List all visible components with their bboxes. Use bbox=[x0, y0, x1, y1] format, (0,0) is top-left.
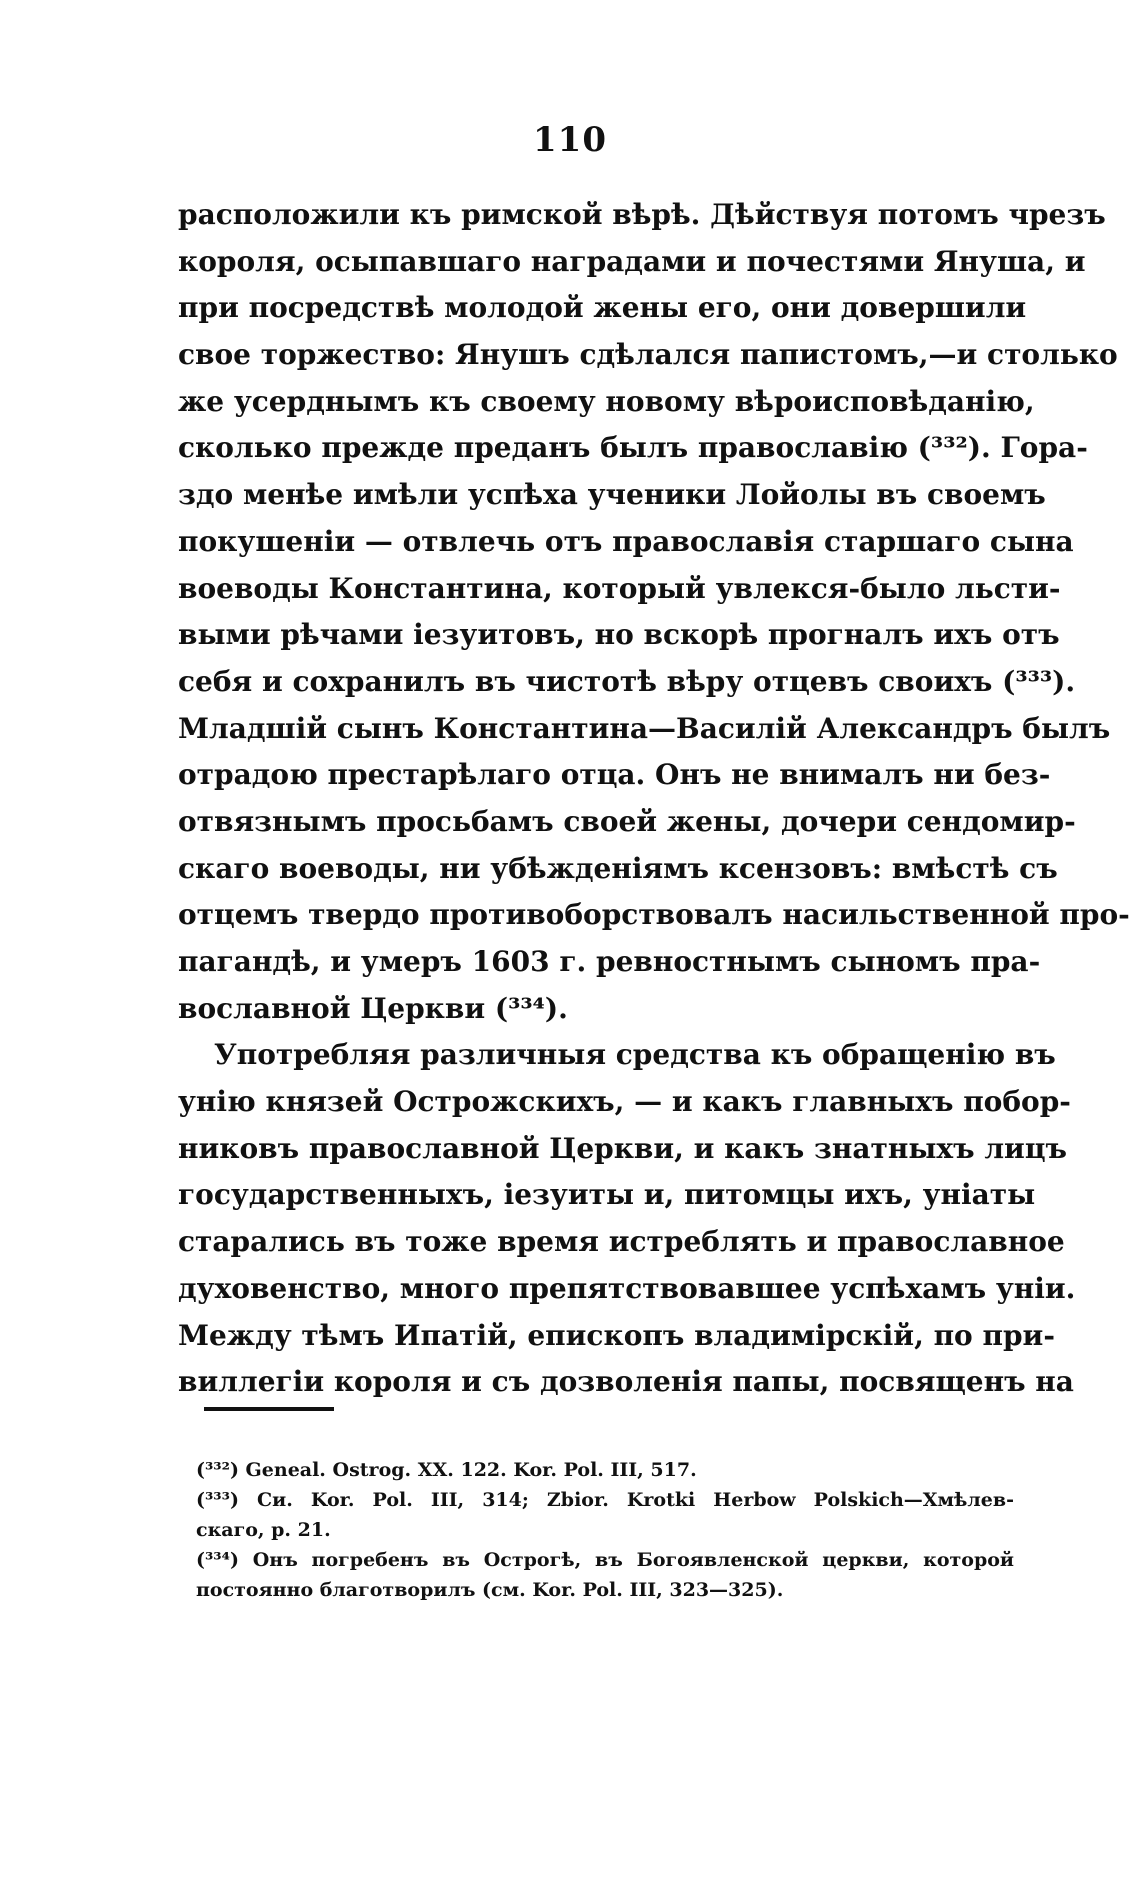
page-number: 110 bbox=[533, 120, 607, 160]
text-line: пагандѣ, и умеръ 1603 г. ревностнымъ сыномъ пра- bbox=[178, 945, 1041, 978]
text-line: при посредствѣ молодой жены его, они довершили bbox=[178, 291, 1027, 325]
footnote-divider bbox=[204, 1407, 334, 1411]
text-line: здо менѣе имѣли успѣха ученики Лойолы въ своемъ bbox=[178, 478, 1046, 512]
paragraph-2 bbox=[178, 1032, 1076, 1406]
text-line: никовъ православной Церкви, и какъ знатныхъ лицъ bbox=[178, 1131, 1067, 1165]
body-text bbox=[178, 192, 1130, 1406]
text-line: государственныхъ, іезуиты и, питомцы ихъ, уніаты bbox=[178, 1178, 1036, 1212]
text-line: расположили къ римской вѣрѣ. Дѣйствуя потомъ чрезъ bbox=[178, 198, 1106, 231]
footnotes bbox=[196, 1455, 1014, 1605]
text-line: Между тѣмъ Ипатій, епископъ владимірскій, по при- bbox=[178, 1318, 1055, 1352]
text-line: себя и сохранилъ въ чистотѣ вѣру отцевъ своихъ (³³³). bbox=[178, 664, 1076, 698]
paragraph-1 bbox=[178, 192, 1130, 1032]
text-line: Употребляя различныя средства къ обращенію въ bbox=[214, 1038, 1056, 1072]
footnote-334 bbox=[196, 1545, 1014, 1605]
text-line: покушеніи — отвлечь отъ православія старшаго сына bbox=[178, 524, 1074, 558]
text-line: воеводы Константина, который увлекся-было льсти- bbox=[178, 571, 1061, 605]
text-line: виллегіи короля и съ дозволенія папы, посвященъ на bbox=[178, 1365, 1074, 1399]
text-line: вославной Церкви (³³⁴). bbox=[178, 991, 568, 1025]
text-line: отрадою престарѣлаго отца. Онъ не внималъ ни без- bbox=[178, 758, 1051, 792]
text-line: старались въ тоже время истреблять и православное bbox=[178, 1225, 1065, 1259]
text-line: унію князей Острожскихъ, — и какъ главныхъ побор- bbox=[178, 1085, 1071, 1119]
footnote-line: скаго, p. 21. bbox=[196, 1519, 331, 1541]
text-line: сколько прежде преданъ былъ православію (³³²). Гора- bbox=[178, 431, 1088, 465]
text-line: духовенство, много препятствовавшее успѣхамъ уніи. bbox=[178, 1271, 1076, 1305]
text-line: короля, осыпавшаго наградами и почестями Януша, и bbox=[178, 244, 1086, 278]
text-line: выми рѣчами іезуитовъ, но вскорѣ прогналъ ихъ отъ bbox=[178, 618, 1060, 652]
text-line: скаго воеводы, ни убѣжденіямъ ксензовъ: вмѣстѣ съ bbox=[178, 851, 1058, 885]
footnote-line: (³³³) Си. Kor. Pol. III, 314; Zbior. Krotki Herbow Polskich—Хмѣлев- bbox=[196, 1489, 1014, 1511]
text-line: отвязнымъ просьбамъ своей жены, дочери сендомир- bbox=[178, 804, 1076, 838]
text-line: же усерднымъ къ своему новому вѣроисповѣданію, bbox=[178, 384, 1035, 418]
footnote-line: (³³⁴) Онъ погребенъ въ Острогѣ, въ Богоявленской церкви, которой bbox=[196, 1549, 1014, 1571]
text-line: Младшій сынъ Константина—Василій Александръ былъ bbox=[178, 711, 1111, 745]
text-line: отцемъ твердо противоборствовалъ насильственной про- bbox=[178, 898, 1130, 932]
footnote-line: (³³²) Geneal. Ostrog. XX. 122. Kor. Pol. III, 517. bbox=[196, 1459, 697, 1481]
text-line: свое торжество: Янушъ сдѣлался папистомъ,—и столько bbox=[178, 338, 1118, 372]
footnote-333 bbox=[196, 1485, 1014, 1545]
footnote-332 bbox=[196, 1455, 1014, 1485]
footnote-line: постоянно благотворилъ (см. Kor. Pol. III, 323—325). bbox=[196, 1579, 784, 1601]
